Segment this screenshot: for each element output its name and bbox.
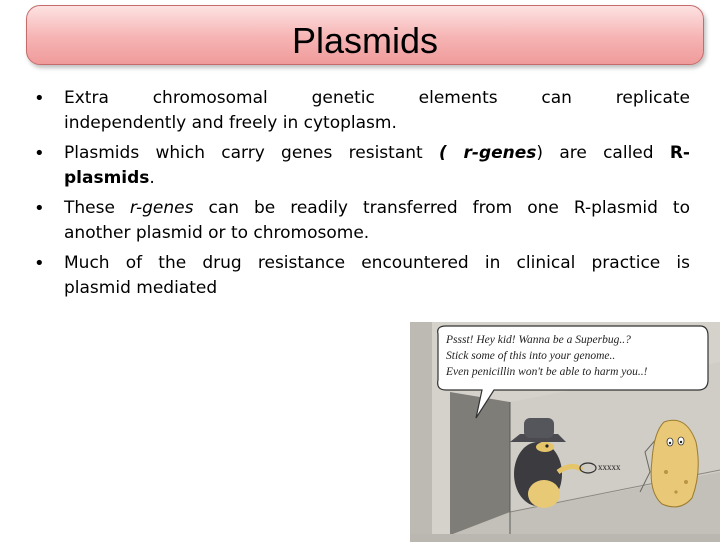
plasmid-label: xxxxx — [598, 462, 621, 472]
bullet-text: • Plasmids which carry genes resistant ( r-genes) are called R- — [64, 143, 690, 163]
bullet-text: plasmid mediated — [64, 278, 218, 298]
bullet-text: another plasmid or to chromosome. — [64, 223, 370, 243]
speech-bubble — [446, 332, 704, 380]
bullet-text: independently and freely in cytoplasm. — [64, 113, 397, 133]
bullet-text: • Much of the drug resistance encountered in clinical practice is — [64, 253, 690, 273]
superbug-cartoon — [410, 322, 720, 542]
bullet-item — [34, 86, 690, 136]
bullet-text: plasmids. — [64, 168, 155, 188]
speech-line: Pssst! Hey kid! Wanna be a Superbug..? — [446, 334, 631, 346]
speech-line: Stick some of this into your genome.. — [446, 350, 616, 362]
bullet-item — [34, 196, 690, 246]
bullet-item — [34, 251, 690, 301]
bullet-list — [34, 86, 690, 306]
slide-title: Plasmids — [291, 20, 439, 61]
bullet-text: • These r-genes can be readily transferred from one R-plasmid to — [64, 198, 690, 218]
bullet-item — [34, 141, 690, 191]
speech-line: Even penicillin won't be able to harm you..! — [446, 366, 648, 378]
bullet-text: • Extra chromosomal genetic elements can replicate — [64, 88, 690, 108]
title-banner — [26, 5, 704, 65]
